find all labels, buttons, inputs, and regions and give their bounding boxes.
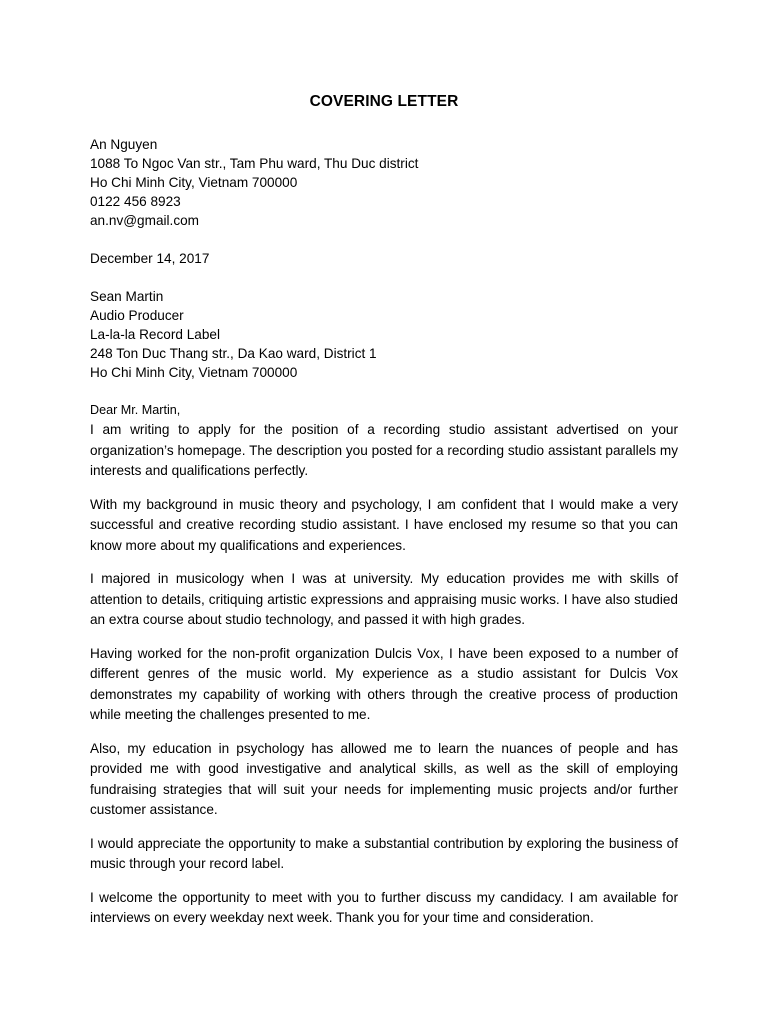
recipient-block [90,287,678,382]
body-paragraph: I would appreciate the opportunity to make a substantial contribution by exploring the business of music through your record label. [90,835,678,871]
body-paragraph: I majored in musicology when I was at university. My education provides me with skills of attention to details, critiquing artistic expressions and appraising music works. I have also studied an extra course about studio technology, and passed it with high grades. [90,571,678,627]
recipient-address-line2: Ho Chi Minh City, Vietnam 700000 [90,365,298,380]
letter-date: December 14, 2017 [90,251,210,266]
sender-name: An Nguyen [90,137,158,152]
body-paragraph: Having worked for the non-profit organization Dulcis Vox, I have been exposed to a number of different genres of the music world. My experience as a studio assistant for Dulcis Vox demonstrates my capability of working with others through the creative process of production while meeting the challenges presented to me. [90,645,678,722]
sender-address-line1: 1088 To Ngoc Van str., Tam Phu ward, Thu Duc district [90,156,419,171]
recipient-position: Audio Producer [90,308,184,323]
letter-title: COVERING LETTER [309,93,459,110]
letter-date-block [90,249,678,268]
sender-phone: 0122 456 8923 [90,194,181,209]
sender-email: an.nv@gmail.com [90,213,199,228]
body-paragraph: I am writing to apply for the position of a recording studio assistant advertised on your organization’s homepage. The description you posted for a recording studio assistant parallels my interests and qualifications perfectly. [90,422,678,478]
recipient-name: Sean Martin [90,289,164,304]
sender-address-line2: Ho Chi Minh City, Vietnam 700000 [90,175,298,190]
body-paragraph: Also, my education in psychology has allowed me to learn the nuances of people and has provided me with good investigative and analytical skills, as well as the skill of employing fundraising strategies that will suit your needs for implementing music projects and/or further customer assistance. [90,740,678,817]
sender-block [90,135,678,230]
body-paragraph: With my background in music theory and psychology, I am confident that I would make a very successful and creative recording studio assistant. I have enclosed my resume so that you can know more about my qualifications and experiences. [90,496,678,553]
recipient-company: La-la-la Record Label [90,327,220,342]
body-paragraph: I welcome the opportunity to meet with you to further discuss my candidacy. I am available for interviews on every weekday next week. Thank you for your time and consideration. [90,889,678,925]
letter-body [90,135,678,942]
salutation: Dear Mr. Martin, [90,403,181,417]
recipient-address-line1: 248 Ton Duc Thang str., Da Kao ward, District 1 [90,346,377,361]
